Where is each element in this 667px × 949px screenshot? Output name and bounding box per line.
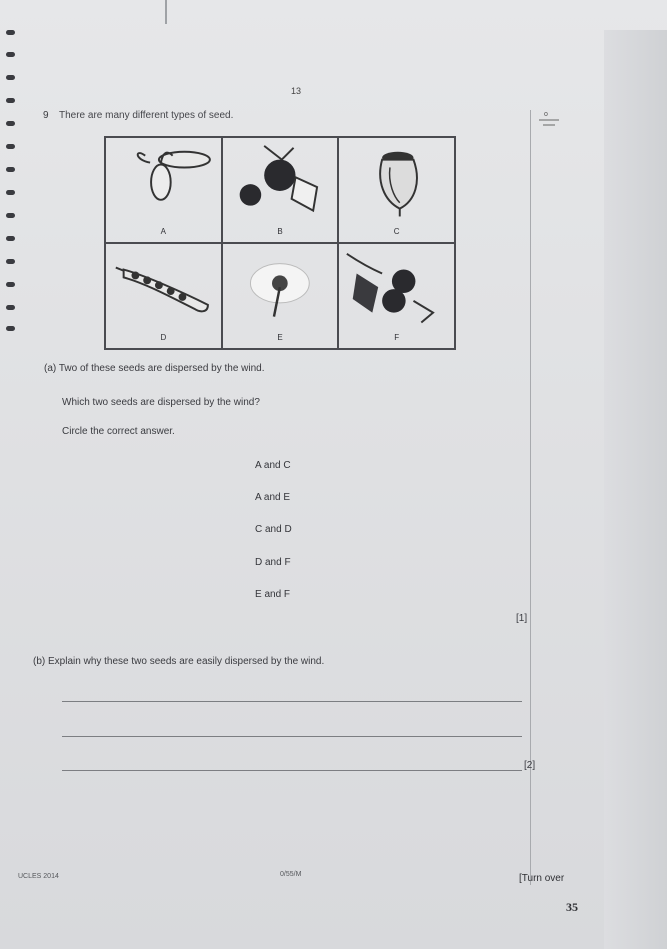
seed-cell-c: [338, 137, 455, 243]
page-number: 13: [291, 86, 302, 96]
part-a-question: Which two seeds are dispersed by the wind?: [62, 397, 260, 408]
page-edge: [604, 30, 667, 949]
seed-cell-e: [222, 243, 339, 349]
footer-paper-code: 0/55/M: [280, 871, 302, 878]
question-intro: There are many different types of seed.: [59, 110, 234, 121]
seed-cell-a: [105, 137, 222, 243]
marker-margin-icon: [537, 108, 561, 130]
answer-option-5[interactable]: E and F: [255, 589, 291, 600]
answer-line-3[interactable]: [62, 770, 522, 771]
answer-line-1[interactable]: [62, 701, 522, 702]
answer-option-2[interactable]: A and E: [255, 492, 291, 503]
part-b-question-row: [33, 656, 324, 667]
seed-label-b: B: [277, 227, 283, 236]
seed-cell-b: [222, 137, 339, 243]
answer-option-3[interactable]: C and D: [255, 524, 292, 535]
part-b-marks: [2]: [524, 760, 536, 771]
binding-holes: [4, 20, 20, 350]
seed-label-d: D: [160, 333, 167, 342]
seed-label-e: E: [277, 333, 283, 342]
footer-copyright: UCLES 2014: [18, 873, 59, 880]
turn-over-label: [Turn over: [519, 873, 565, 884]
part-b-text: Explain why these two seeds are easily dispersed by the wind.: [48, 656, 325, 667]
question-number: 9: [43, 110, 49, 121]
seed-label-a: A: [160, 227, 166, 236]
seed-images-grid: [104, 136, 456, 350]
seed-label-c: C: [393, 227, 400, 236]
part-a-text: Two of these seeds are dispersed by the wind.: [58, 363, 265, 374]
seed-label-f: F: [394, 333, 400, 342]
seed-cell-d: [105, 243, 222, 349]
handwritten-page-number: 35: [566, 900, 578, 914]
part-b-label: (b): [33, 656, 46, 667]
answer-line-2[interactable]: [62, 736, 522, 737]
part-a-label: (a): [44, 363, 57, 374]
part-a-marks: [1]: [516, 613, 528, 624]
seed-cell-f: [338, 243, 455, 349]
svg-text:o: o: [544, 111, 548, 118]
part-a-statement: [44, 363, 265, 374]
part-a-instruction: Circle the correct answer.: [62, 426, 175, 437]
answer-option-4[interactable]: D and F: [255, 557, 291, 568]
answer-option-1[interactable]: A and C: [255, 460, 291, 471]
fold-line: [165, 0, 167, 24]
